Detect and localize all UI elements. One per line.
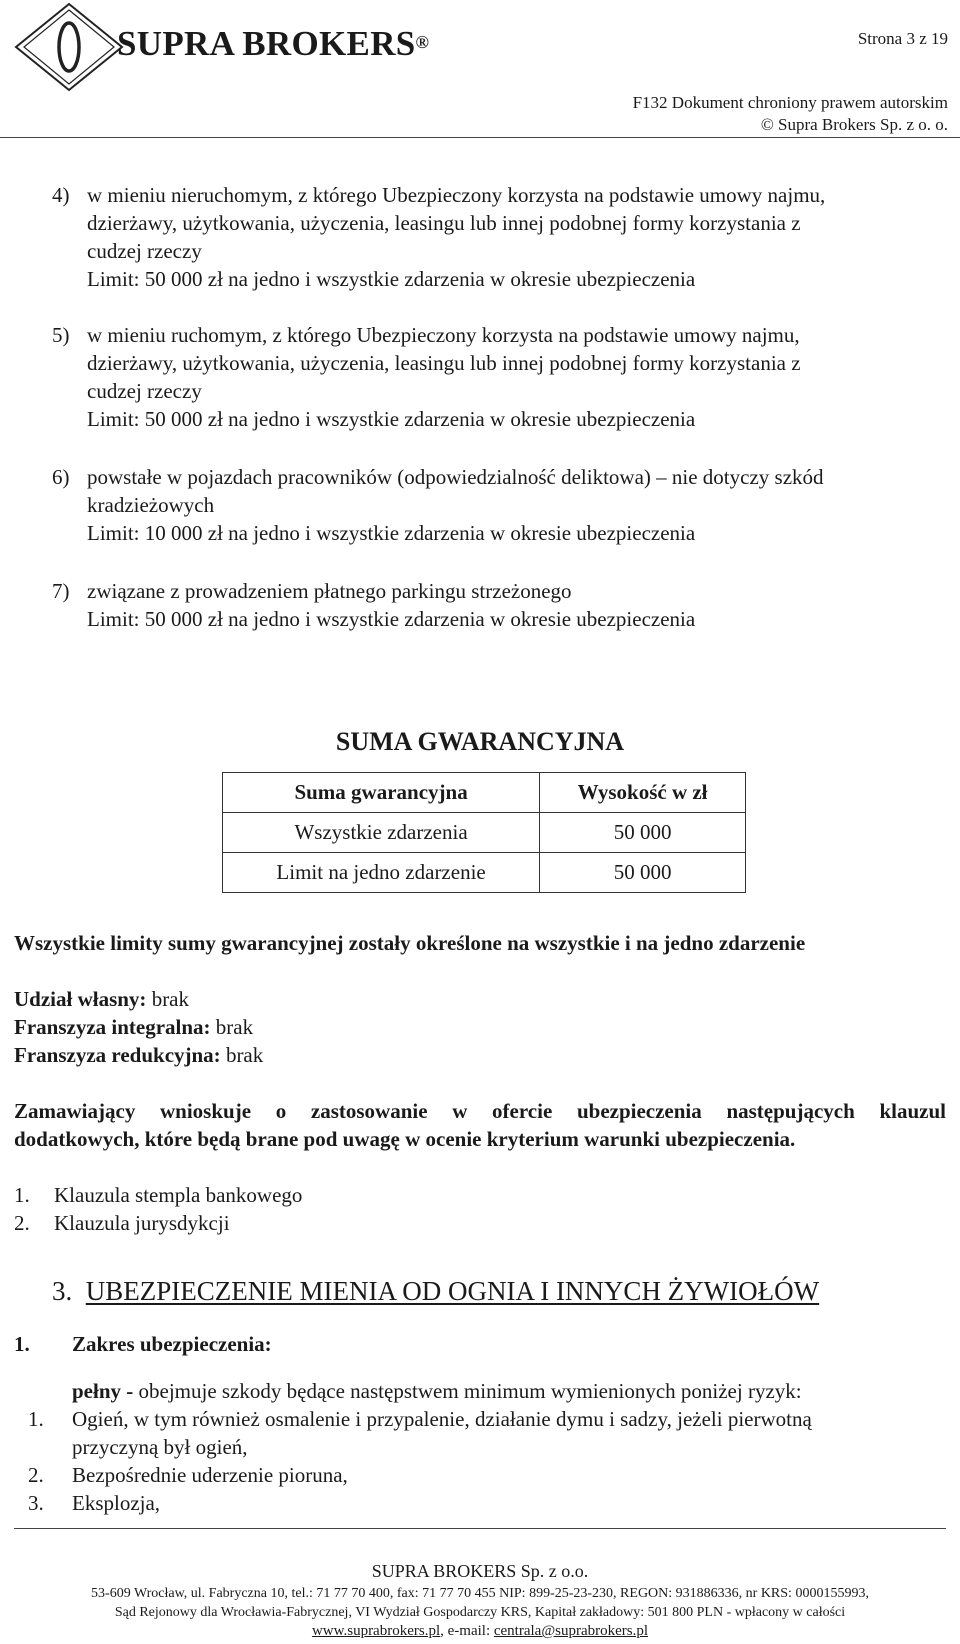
scope-line: pełny - obejmuje szkody będące następstwem minimum wymienionych poniżej ryzyk: xyxy=(72,1379,802,1403)
table-header-cell: Wysokość w zł xyxy=(540,773,746,813)
subsection-number: 1. xyxy=(14,1332,30,1356)
clauses-intro-line: Zamawiający wnioskuje o zastosowanie w ofercie ubezpieczenia następujących klauzul xyxy=(14,1099,946,1123)
table-cell: 50 000 xyxy=(540,853,746,893)
clause-number: 2. xyxy=(14,1211,30,1235)
suma-note: Wszystkie limity sumy gwarancyjnej zostały określone na wszystkie i na jedno zdarzenie xyxy=(14,931,806,955)
subsection-title: Zakres ubezpieczenia: xyxy=(72,1332,272,1356)
table-cell: 50 000 xyxy=(540,813,746,853)
term-franszyza-redukcyjna: Franszyza redukcyjna: brak xyxy=(14,1043,264,1067)
header-divider xyxy=(0,137,960,138)
item-number: 4) xyxy=(52,183,70,207)
table-cell: Limit na jedno zdarzenie xyxy=(223,853,540,893)
section-3-heading: 3. UBEZPIECZENIE MIENIA OD OGNIA I INNYCH ŻYWIOŁÓW xyxy=(52,1276,820,1306)
doc-code: F132 Dokument chroniony prawem autorskim xyxy=(632,93,948,112)
supra-brokers-logo-icon xyxy=(14,2,124,92)
footer-court: Sąd Rejonowy dla Wrocławia-Fabrycznej, VI Wydział Gospodarczy KRS, Kapitał zakładowy: 501 800 PLN - wpłacony w całości xyxy=(114,1605,846,1620)
email-link[interactable]: centrala@suprabrokers.pl xyxy=(493,1623,649,1639)
table-header-row xyxy=(223,773,746,813)
term-udzial: Udział własny: brak xyxy=(14,987,190,1011)
risk-number: 3. xyxy=(28,1491,44,1515)
table-cell: Wszystkie zdarzenia xyxy=(223,813,540,853)
item-text-line: dzierżawy, użytkowania, użyczenia, leasingu lub innej podobnej formy korzystania z xyxy=(87,351,801,375)
item-text-line: związane z prowadzeniem płatnego parkingu strzeżonego xyxy=(87,579,572,603)
clauses-intro-line: dodatkowych, które będą brane pod uwagę w ocenie kryterium warunki ubezpieczenia. xyxy=(14,1127,796,1151)
suma-table xyxy=(222,772,746,893)
risk-number: 2. xyxy=(28,1463,44,1487)
table-row xyxy=(223,813,746,853)
page-number: Strona 3 z 19 xyxy=(857,29,948,48)
item-limit: Limit: 10 000 zł na jedno i wszystkie zdarzenia w okresie ubezpieczenia xyxy=(87,521,696,545)
risk-text-line: Bezpośrednie uderzenie pioruna, xyxy=(72,1463,348,1487)
item-limit: Limit: 50 000 zł na jedno i wszystkie zdarzenia w okresie ubezpieczenia xyxy=(87,267,696,291)
risk-text-line: Ogień, w tym również osmalenie i przypalenie, działanie dymu i sadzy, jeżeli pierwotną xyxy=(72,1407,812,1431)
copyright: © Supra Brokers Sp. z o. o. xyxy=(760,115,948,134)
footer-address: 53-609 Wrocław, ul. Fabryczna 10, tel.: 71 77 70 400, fax: 71 77 70 455 NIP: 899-25-23-230, REGON: 931886336, nr KRS: 0000155993, xyxy=(91,1586,869,1601)
item-limit: Limit: 50 000 zł na jedno i wszystkie zdarzenia w okresie ubezpieczenia xyxy=(87,607,696,631)
table-header-cell: Suma gwarancyjna xyxy=(223,773,540,813)
suma-title: SUMA GWARANCYJNA xyxy=(335,727,625,756)
footer-contact: www.suprabrokers.pl, e-mail: centrala@suprabrokers.pl xyxy=(311,1623,649,1639)
item-number: 5) xyxy=(52,323,70,347)
item-text-line: dzierżawy, użytkowania, użyczenia, leasingu lub innej podobnej formy korzystania z xyxy=(87,211,801,235)
term-franszyza-integralna: Franszyza integralna: brak xyxy=(14,1015,254,1039)
website-link[interactable]: www.suprabrokers.pl xyxy=(311,1623,441,1639)
risk-number: 1. xyxy=(28,1407,44,1431)
clause-text: Klauzula jurysdykcji xyxy=(54,1211,230,1235)
clause-text: Klauzula stempla bankowego xyxy=(54,1183,303,1207)
risk-text-line: przyczyną był ogień, xyxy=(72,1435,248,1459)
item-text-line: w mieniu nieruchomym, z którego Ubezpieczony korzysta na podstawie umowy najmu, xyxy=(87,183,826,207)
item-text-line: cudzej rzeczy xyxy=(87,379,202,403)
table-row xyxy=(223,853,746,893)
brand-name: SUPRA BROKERS® xyxy=(117,24,430,63)
item-text-line: kradzieżowych xyxy=(87,493,215,517)
footer-company: SUPRA BROKERS Sp. z o.o. xyxy=(371,1561,589,1581)
item-limit: Limit: 50 000 zł na jedno i wszystkie zdarzenia w okresie ubezpieczenia xyxy=(87,407,696,431)
item-number: 6) xyxy=(52,465,70,489)
clause-number: 1. xyxy=(14,1183,30,1207)
footer-divider xyxy=(14,1528,946,1529)
risk-text-line: Eksplozja, xyxy=(72,1491,161,1515)
item-text-line: cudzej rzeczy xyxy=(87,239,202,263)
item-text-line: w mieniu ruchomym, z którego Ubezpieczony korzysta na podstawie umowy najmu, xyxy=(87,323,800,347)
item-number: 7) xyxy=(52,579,70,603)
item-text-line: powstałe w pojazdach pracowników (odpowiedzialność deliktowa) – nie dotyczy szkód xyxy=(87,465,824,489)
